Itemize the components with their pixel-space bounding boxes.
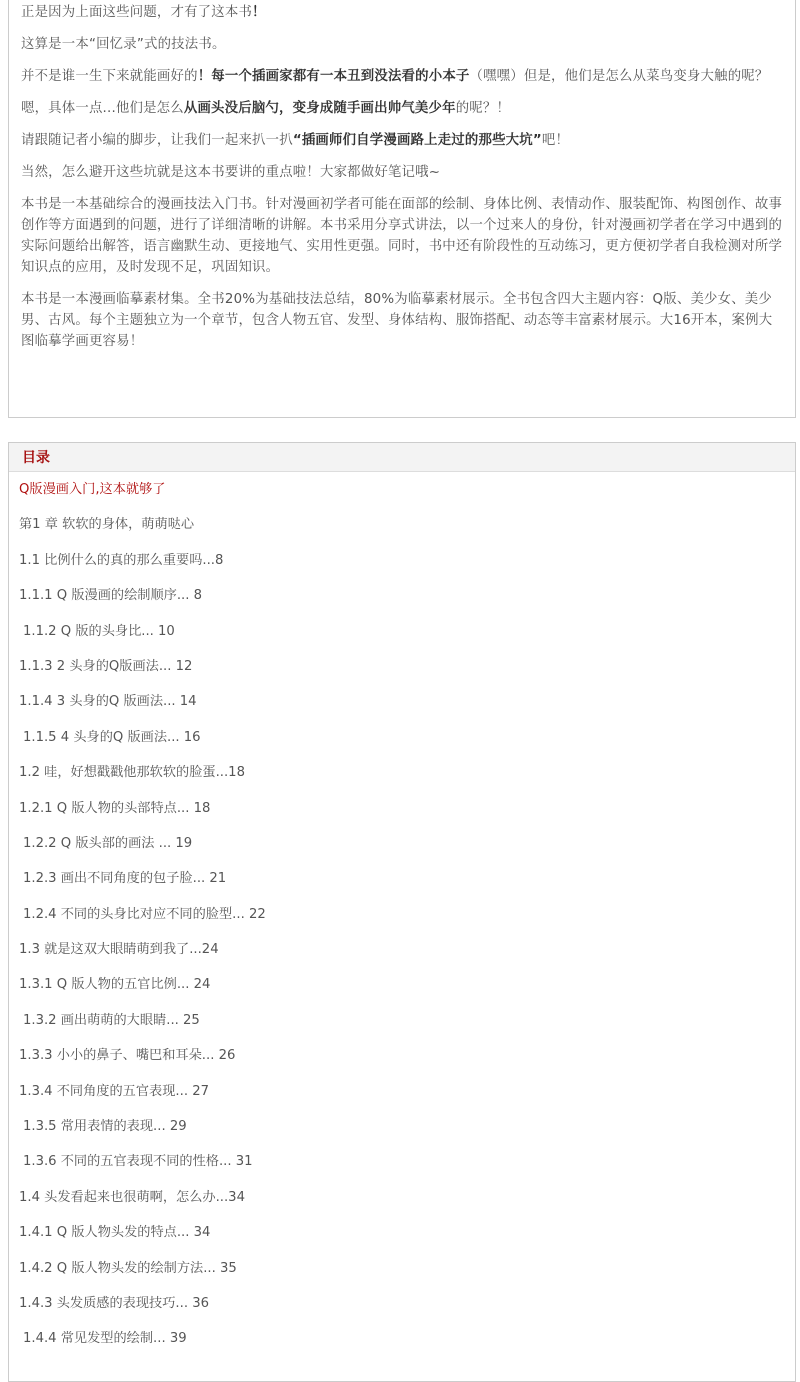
toc-entry: 1.2 哇，好想戳戳他那软软的脸蛋...18	[19, 765, 245, 781]
toc-entry: 1.4.1 Q 版人物头发的特点... 34	[19, 1225, 211, 1241]
toc-title: 目录	[22, 450, 50, 466]
intro-emphasis: ！每一个插画家都有一本丑到没法看的小本子	[197, 69, 470, 84]
toc-header	[9, 443, 795, 472]
intro-paragraph	[21, 34, 783, 55]
intro-text-run: 的呢？！	[455, 101, 511, 116]
toc-entry: 1.1.3 2 头身的Q版画法... 12	[19, 658, 193, 674]
toc-entry: 第1 章 软软的身体，萌萌哒心	[19, 517, 195, 533]
toc-entry: 1.3.2 画出萌萌的大眼睛... 25	[23, 1012, 200, 1028]
toc-entry: 1.1.5 4 头身的Q 版画法... 16	[23, 729, 201, 745]
toc-entry: 1.1.2 Q 版的头身比... 10	[23, 623, 175, 639]
intro-emphasis: ！	[252, 5, 266, 20]
intro-text-run: 嗯，具体一点...他们是怎么	[21, 101, 184, 116]
toc-entry: 1.2.1 Q 版人物的头部特点... 18	[19, 800, 211, 816]
intro-paragraph	[21, 289, 783, 352]
intro-paragraph	[21, 194, 783, 278]
toc-entry: 1.3.3 小小的鼻子、嘴巴和耳朵... 26	[19, 1048, 236, 1064]
intro-paragraph	[21, 2, 783, 23]
intro-paragraph	[21, 66, 783, 87]
toc-entry: 1.3.4 不同角度的五官表现... 27	[19, 1083, 209, 1099]
toc-entry: 1.3.5 常用表情的表现... 29	[23, 1119, 187, 1135]
book-intro-panel	[8, 0, 796, 418]
toc-entry: 1.3.1 Q 版人物的五官比例... 24	[19, 977, 211, 993]
toc-entry: 1.4.4 常见发型的绘制... 39	[23, 1331, 187, 1347]
intro-text-run: 本书是一本漫画临摹素材集。全书20%为基础技法总结，80%为临摹素材展示。全书包含四大主题内容：Q版、美少女、美少男、古风。每个主题独立为一个章节，包含人物五官、发型、身体结构、服饰搭配、动态等丰富素材展示。大16开本，案例大图临摹学画更容易！	[21, 292, 773, 349]
toc-entry: 1.4 头发看起来也很萌啊，怎么办...34	[19, 1189, 245, 1205]
intro-text-run: 正是因为上面这些问题，才有了这本书	[21, 5, 253, 20]
toc-entry: 1.2.2 Q 版头部的画法 ... 19	[23, 835, 193, 851]
toc-entry: 1.1.1 Q 版漫画的绘制顺序... 8	[19, 588, 202, 604]
intro-text-run: （嘿嘿）但是，他们是怎么从菜鸟变身大触的呢？	[469, 69, 769, 84]
toc-entry: 1.1.4 3 头身的Q 版画法... 14	[19, 694, 197, 710]
toc-book-title: Q版漫画入门,这本就够了	[19, 482, 166, 497]
toc-entry: 1.3.6 不同的五官表现不同的性格... 31	[23, 1154, 253, 1170]
intro-paragraph	[21, 162, 783, 183]
intro-text-run: 吧！	[541, 133, 570, 148]
toc-entry: 1.1 比例什么的真的那么重要吗...8	[19, 552, 224, 568]
intro-text-run: 请跟随记者小编的脚步，让我们一起来扒一扒	[21, 133, 293, 148]
intro-emphasis: “插画师们自学漫画路上走过的那些大坑”	[292, 133, 542, 148]
intro-text-run: 本书是一本基础综合的漫画技法入门书。针对漫画初学者可能在面部的绘制、身体比例、表情动作、服装配饰、构图创作、故事创作等方面遇到的问题，进行了详细清晰的讲解。本书采用分享式讲法，以一个过来人的身份，针对漫画初学者在学习中遇到的实际问题给出解答，语言幽默生动、更接地气、实用性更强。同时，书中还有阶段性的互动练习，更方便初学者自我检测对所学知识点的应用，及时发现不足，巩固知识。	[21, 197, 783, 275]
toc-entry: 1.2.3 画出不同角度的包子脸... 21	[23, 871, 227, 887]
intro-text-run: 这算是一本“回忆录”式的技法书。	[21, 37, 226, 52]
table-of-contents-panel	[8, 442, 796, 1382]
toc-entry: 1.3 就是这双大眼睛萌到我了...24	[19, 942, 219, 958]
toc-list	[9, 472, 795, 1363]
toc-entry: 1.2.4 不同的头身比对应不同的脸型... 22	[23, 906, 266, 922]
intro-paragraph	[21, 98, 783, 119]
intro-text-run: 当然，怎么避开这些坑就是这本书要讲的重点啦！大家都做好笔记哦~	[21, 165, 441, 180]
intro-paragraph	[21, 130, 783, 151]
toc-entry: 1.4.2 Q 版人物头发的绘制方法... 35	[19, 1260, 237, 1276]
toc-entry: 1.4.3 头发质感的表现技巧... 36	[19, 1295, 209, 1311]
intro-emphasis: 从画头没后脑勺，变身成随手画出帅气美少年	[183, 101, 456, 116]
intro-text-run: 并不是谁一生下来就能画好的	[21, 69, 198, 84]
intro-text	[21, 2, 783, 352]
